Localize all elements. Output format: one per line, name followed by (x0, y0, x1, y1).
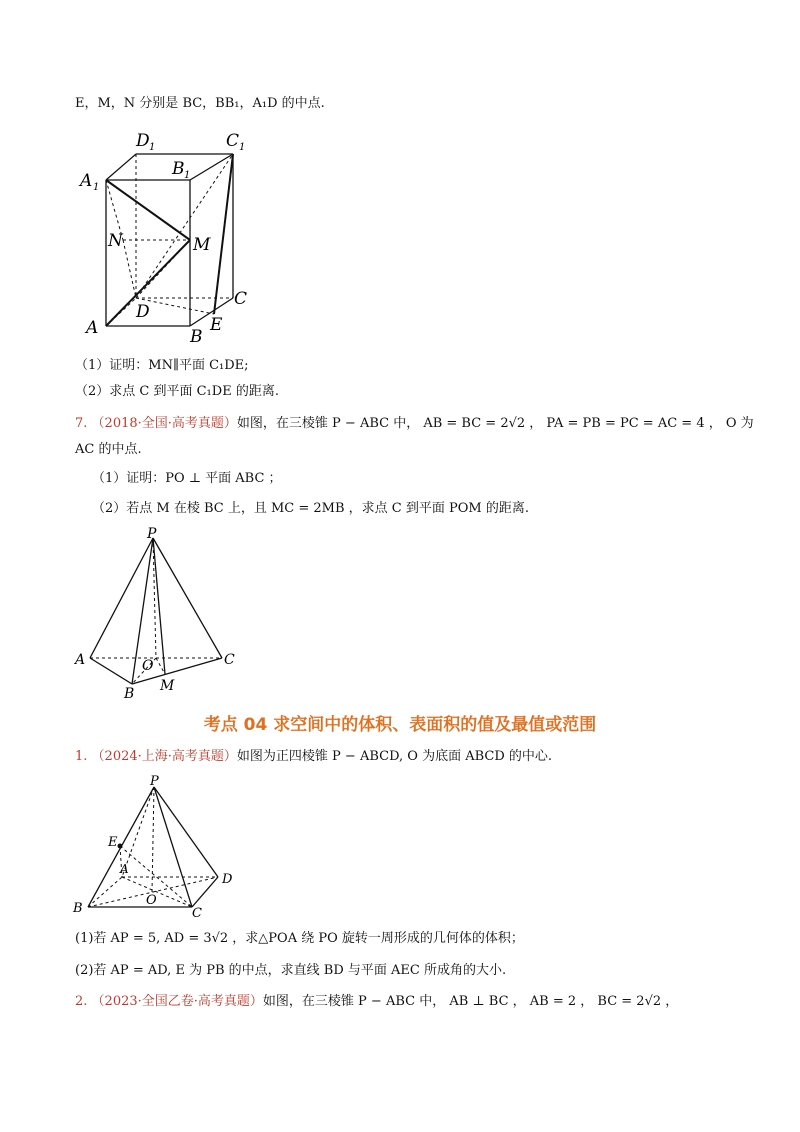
section-heading: 考点 04 求空间中的体积、表面积的值及最值或范围 (203, 715, 597, 735)
label-M: M (160, 678, 175, 694)
label-E: E (108, 835, 118, 850)
label-B1: B (172, 159, 185, 179)
label-D: D (222, 872, 233, 887)
label-O: O (146, 893, 157, 908)
label-C1: C (226, 131, 240, 151)
q1-part2: (2)若 AP = AD, E 为 PB 的中点，求直线 BD 与平面 AEC 所成角的大小. (75, 963, 507, 978)
q2-number: 2. (75, 994, 88, 1009)
q6-part2: （2）求点 C 到平面 C₁DE 的距离. (75, 384, 279, 399)
label-C: C (234, 289, 248, 309)
label-E: E (210, 315, 223, 335)
svg-text:1: 1 (93, 182, 100, 193)
point-E-dot (118, 844, 123, 849)
q1-stem-line (75, 748, 552, 766)
q6-prism-figure (78, 128, 278, 347)
label-C: C (192, 906, 202, 921)
label-A: A (86, 318, 99, 338)
label-C: C (224, 652, 235, 668)
q1-part1: (1)若 AP = 5, AD = 3√2 ，求△POA 绕 PO 旋转一周形成的几何体的体积； (75, 931, 524, 946)
svg-text:1: 1 (184, 170, 191, 181)
q7-pyramid-figure (70, 526, 250, 702)
svg-text:1: 1 (239, 142, 246, 153)
q7-part1: （1）证明：PO ⊥ 平面 ABC ； (92, 471, 282, 486)
q7-part2: （2）若点 M 在棱 BC 上，且 MC = 2MB ，求点 C 到平面 POM 的距离. (92, 501, 529, 516)
q7-source: （2018·全国·高考真题） (91, 416, 237, 431)
q6-part1: （1）证明：MN∥平面 C₁DE; (75, 358, 249, 373)
q7-number: 7. (75, 416, 88, 431)
label-A: A (75, 652, 86, 668)
q7-stem: 如图，在三棱锥 P − ABC 中， AB = BC = 2√2 ， PA = PB = PC = AC = 4 ， O 为 (236, 416, 754, 431)
label-P: P (147, 526, 157, 542)
q1-pyramid-figure (70, 775, 250, 925)
q1-source: （2024·上海·高考真题） (91, 749, 237, 764)
label-B: B (190, 327, 203, 347)
q7-stem-line (75, 415, 754, 433)
q2-stem: 如图，在三棱锥 P − ABC 中， AB ⊥ BC ， AB = 2 ， BC = 2√2 ， (262, 994, 679, 1009)
label-N: N (108, 231, 123, 251)
q6-intro-line: E，M，N 分别是 BC，BB₁，A₁D 的中点. (75, 96, 325, 111)
q1-stem: 如图为正四棱锥 P − ABCD, O 为底面 ABCD 的中心. (236, 749, 553, 764)
label-D1: D (136, 131, 150, 151)
label-M: M (193, 235, 211, 255)
q2-source: （2023·全国乙卷·高考真题） (91, 994, 263, 1009)
q7-stem-line2: AC 的中点. (75, 442, 142, 457)
label-D: D (136, 302, 150, 322)
label-B: B (73, 901, 83, 916)
label-P: P (150, 774, 159, 789)
label-A: A (120, 862, 129, 876)
label-O: O (142, 658, 154, 674)
label-A1: A (80, 171, 93, 191)
q1-number: 1. (75, 749, 88, 764)
q2-stem-line (75, 993, 678, 1011)
label-B: B (124, 686, 135, 702)
svg-text:1: 1 (149, 142, 156, 153)
